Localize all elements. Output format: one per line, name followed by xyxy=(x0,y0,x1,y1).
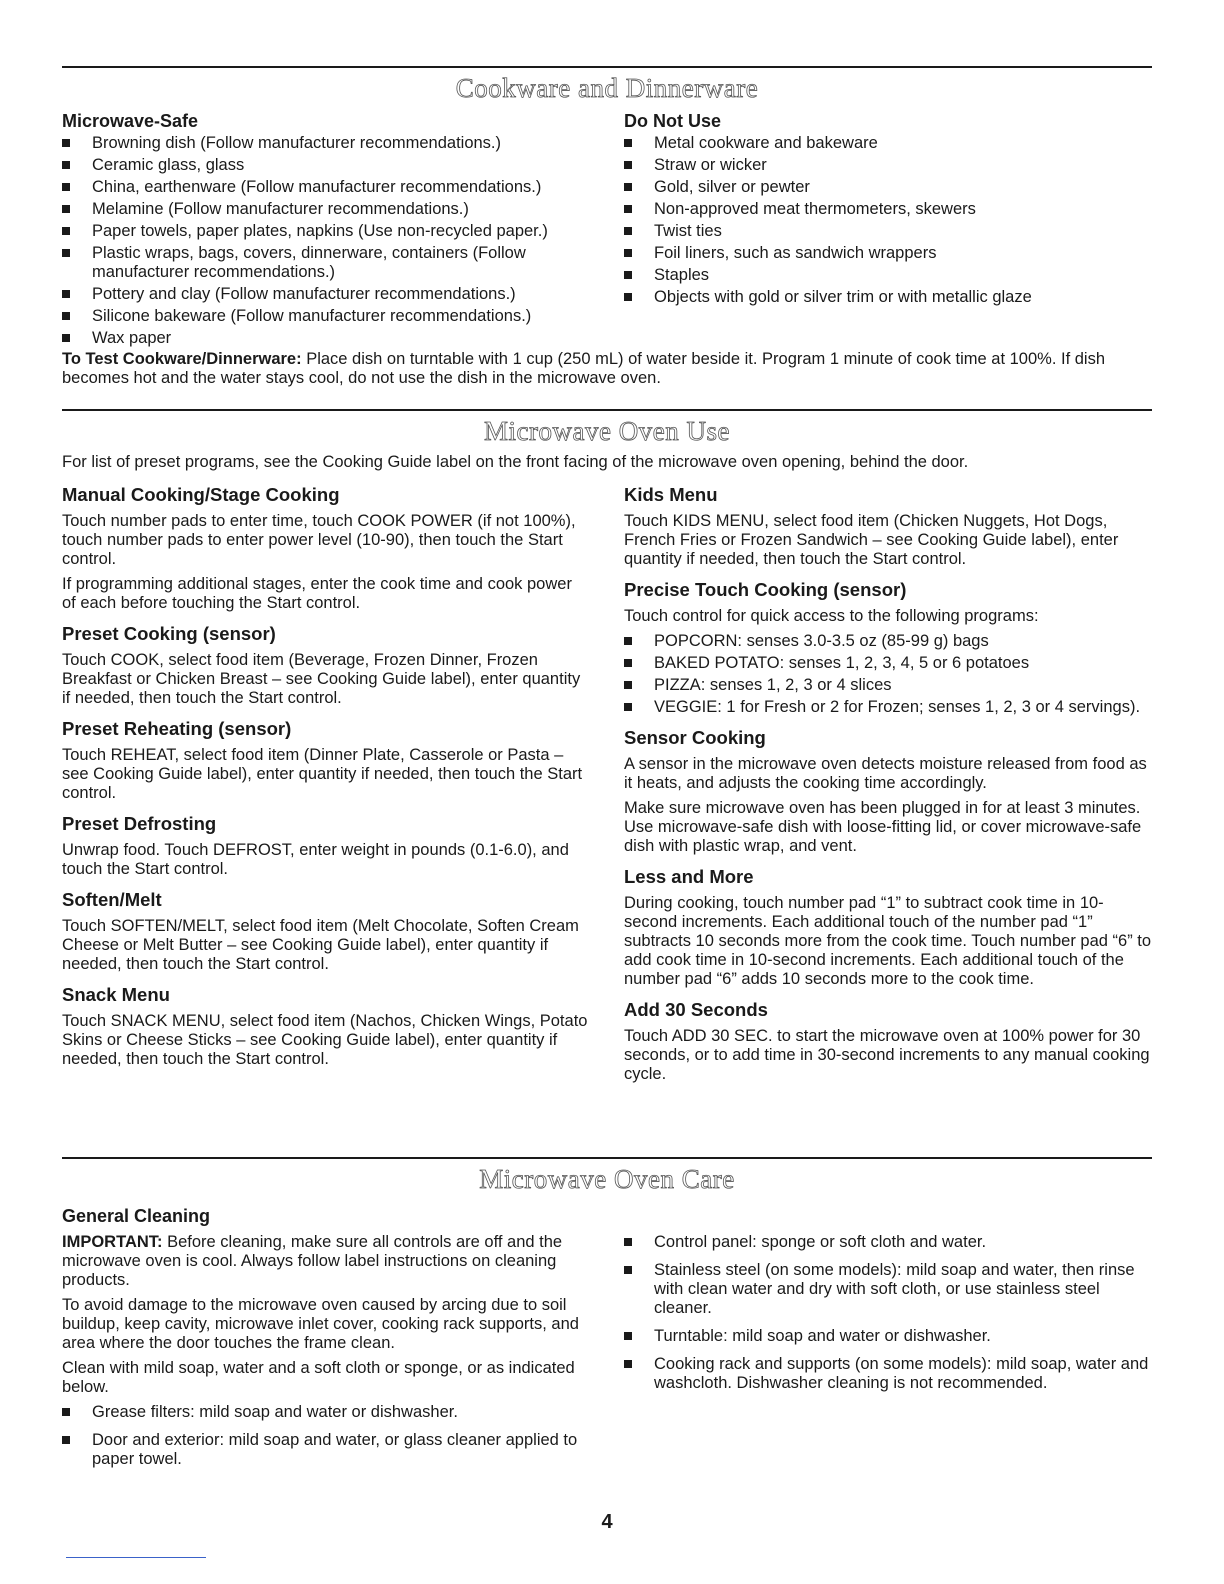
list-item: Paper towels, paper plates, napkins (Use non-recycled paper.) xyxy=(62,222,602,241)
avoid-damage-text: To avoid damage to the microwave oven caused by arcing due to soil buildup, keep cavity, microwave inlet cover, cooking rack supports, and area where the door touches the frame clean. xyxy=(62,1296,579,1352)
do-not-use-heading: Do Not Use xyxy=(624,111,722,131)
test-cookware-paragraph xyxy=(62,350,1152,388)
list-item: Pottery and clay (Follow manufacturer recommendations.) xyxy=(62,285,602,304)
list-item: Wax paper xyxy=(62,329,602,348)
care-left-column xyxy=(62,1205,590,1478)
list-item: Non-approved meat thermometers, skewers xyxy=(624,200,1152,219)
add-30-seconds-text: Touch ADD 30 SEC. to start the microwave oven at 100% power for 30 seconds, or to add time in 30-second increments to any manual cooking cycle. xyxy=(624,1027,1150,1083)
less-more-text: During cooking, touch number pad “1” to subtract cook time in 10-second increments. Each additional touch of the number pad “1” subtracts 10 seconds more from the cook time. Touch number pad “6” to add cook time in 10-second increments. Each additional touch of the number pad “6” adds 10 seconds more to the cook time. xyxy=(624,894,1152,988)
important-text: Before cleaning, make sure all controls are off and the microwave oven is cool. Always follow label instructions on cleaning products. xyxy=(62,1233,563,1289)
manual-cooking-stages-text: If programming additional stages, enter the cook time and cook power of each before touching the Start control. xyxy=(62,575,572,612)
preset-cooking-text: Touch COOK, select food item (Beverage, Frozen Dinner, Frozen Breakfast or Chicken Breast – see Cooking Guide label), enter quantity if needed, then touch the Start control. xyxy=(62,651,581,707)
list-item: PIZZA: senses 1, 2, 3 or 4 slices xyxy=(624,676,1152,695)
section-rule xyxy=(62,409,1152,411)
list-item: Ceramic glass, glass xyxy=(62,156,602,175)
microwave-safe-column xyxy=(62,110,602,351)
preset-reheating-text: Touch REHEAT, select food item (Dinner Plate, Casserole or Pasta – see Cooking Guide label), enter quantity if needed, then touch the Start control. xyxy=(62,746,583,802)
care-right-list xyxy=(624,1233,1152,1393)
list-item: Straw or wicker xyxy=(624,156,1152,175)
footer-link-underline xyxy=(66,1557,206,1558)
general-cleaning-heading: General Cleaning xyxy=(62,1206,211,1226)
use-left-column xyxy=(62,484,590,1075)
list-item: Objects with gold or silver trim or with metallic glaze xyxy=(624,288,1152,307)
list-item: Stainless steel (on some models): mild soap and water, then rinse with clean water and dry with soft cloth, or use stainless steel cleaner. xyxy=(624,1261,1152,1318)
preset-defrosting-text: Unwrap food. Touch DEFROST, enter weight in pounds (0.1-6.0), and touch the Start control. xyxy=(62,841,569,878)
list-item: Plastic wraps, bags, covers, dinnerware, containers (Follow manufacturer recommendations.) xyxy=(62,244,602,282)
precise-touch-intro: Touch control for quick access to the following programs: xyxy=(624,607,1039,625)
preset-defrosting-heading: Preset Defrosting xyxy=(62,813,217,834)
manual-cooking-heading: Manual Cooking/Stage Cooking xyxy=(62,484,340,505)
test-cookware-text: Place dish on turntable with 1 cup (250 mL) of water beside it. Program 1 minute of cook time at 100%. If dish becomes hot and the water stays cool, do not use the dish in the microwave oven. xyxy=(62,350,1106,387)
add-30-seconds-heading: Add 30 Seconds xyxy=(624,999,768,1020)
list-item: BAKED POTATO: senses 1, 2, 3, 4, 5 or 6 potatoes xyxy=(624,654,1152,673)
important-paragraph xyxy=(62,1233,590,1290)
test-cookware-label: To Test Cookware/Dinnerware: xyxy=(62,350,302,368)
list-item: Gold, silver or pewter xyxy=(624,178,1152,197)
preset-cooking-heading: Preset Cooking (sensor) xyxy=(62,623,276,644)
precise-touch-heading: Precise Touch Cooking (sensor) xyxy=(624,579,907,600)
manual-cooking-text: Touch number pads to enter time, touch COOK POWER (if not 100%), touch number pads to enter power level (10-90), then touch the Start control. xyxy=(62,512,576,568)
sensor-cooking-text: A sensor in the microwave oven detects moisture released from food as it heats, and adjusts the cooking time accordingly. xyxy=(624,755,1147,792)
microwave-safe-heading: Microwave-Safe xyxy=(62,111,199,131)
list-item: Grease filters: mild soap and water or dishwasher. xyxy=(62,1403,590,1422)
list-item: Twist ties xyxy=(624,222,1152,241)
manual-page xyxy=(62,0,1152,1584)
list-item: Cooking rack and supports (on some models): mild soap, water and washcloth. Dishwasher cleaning is not recommended. xyxy=(624,1355,1152,1393)
clean-with-text: Clean with mild soap, water and a soft cloth or sponge, or as indicated below. xyxy=(62,1359,575,1396)
list-item: Door and exterior: mild soap and water, or glass cleaner applied to paper towel. xyxy=(62,1431,590,1469)
soften-melt-heading: Soften/Melt xyxy=(62,889,162,910)
list-item: China, earthenware (Follow manufacturer recommendations.) xyxy=(62,178,602,197)
list-item: Browning dish (Follow manufacturer recommendations.) xyxy=(62,134,602,153)
list-item: Melamine (Follow manufacturer recommendations.) xyxy=(62,200,602,219)
care-left-list xyxy=(62,1403,590,1469)
care-right-column xyxy=(624,1233,1152,1402)
kids-menu-text: Touch KIDS MENU, select food item (Chicken Nuggets, Hot Dogs, French Fries or Frozen Sandwich – see Cooking Guide label), enter quantity if needed, then touch the Start control. xyxy=(624,512,1119,568)
section-title-use: Microwave Oven Use xyxy=(484,416,730,446)
section-title-care: Microwave Oven Care xyxy=(479,1164,735,1194)
list-item: Turntable: mild soap and water or dishwasher. xyxy=(624,1327,1152,1346)
list-item: POPCORN: senses 3.0-3.5 oz (85-99 g) bags xyxy=(624,632,1152,651)
precise-touch-list xyxy=(624,632,1152,717)
snack-menu-text: Touch SNACK MENU, select food item (Nachos, Chicken Wings, Potato Skins or Cheese Sticks – see Cooking Guide label), enter quantity if needed, then touch the Start control. xyxy=(62,1012,588,1068)
section-rule xyxy=(62,66,1152,68)
use-right-column xyxy=(624,484,1152,1090)
soften-melt-text: Touch SOFTEN/MELT, select food item (Melt Chocolate, Soften Cream Cheese or Melt Butter – see Cooking Guide label), enter quantity if needed, then touch the Start control. xyxy=(62,917,579,973)
important-label: IMPORTANT: xyxy=(62,1233,163,1251)
less-more-heading: Less and More xyxy=(624,866,754,887)
preset-reheating-heading: Preset Reheating (sensor) xyxy=(62,718,292,739)
list-item: Staples xyxy=(624,266,1152,285)
section-title-cookware: Cookware and Dinnerware xyxy=(455,73,759,103)
list-item: Foil liners, such as sandwich wrappers xyxy=(624,244,1152,263)
kids-menu-heading: Kids Menu xyxy=(624,484,718,505)
use-intro: For list of preset programs, see the Cooking Guide label on the front facing of the microwave oven opening, behind the door. xyxy=(62,453,969,471)
microwave-safe-list xyxy=(62,134,602,348)
list-item: VEGGIE: 1 for Fresh or 2 for Frozen; senses 1, 2, 3 or 4 servings). xyxy=(624,698,1152,717)
snack-menu-heading: Snack Menu xyxy=(62,984,170,1005)
do-not-use-list xyxy=(624,134,1152,307)
do-not-use-column xyxy=(624,110,1152,310)
sensor-cooking-note: Make sure microwave oven has been plugged in for at least 3 minutes. Use microwave-safe dish with loose-fitting lid, or cover microwave-safe dish with plastic wrap, and vent. xyxy=(624,799,1142,855)
section-rule xyxy=(62,1157,1152,1159)
page-number: 4 xyxy=(601,1511,613,1533)
list-item: Silicone bakeware (Follow manufacturer recommendations.) xyxy=(62,307,602,326)
list-item: Control panel: sponge or soft cloth and water. xyxy=(624,1233,1152,1252)
list-item: Metal cookware and bakeware xyxy=(624,134,1152,153)
sensor-cooking-heading: Sensor Cooking xyxy=(624,727,766,748)
